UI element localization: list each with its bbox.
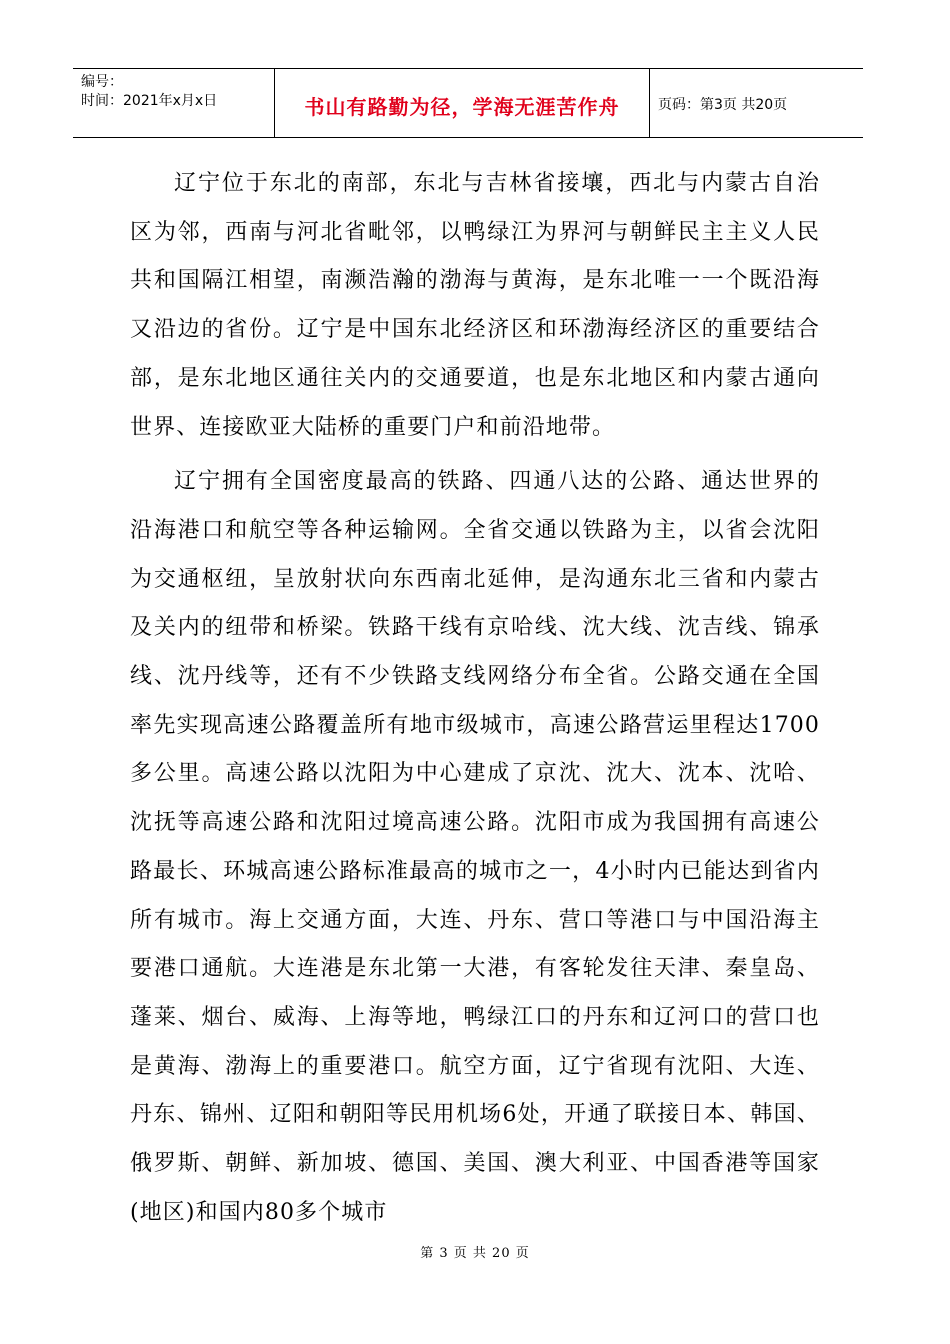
page-footer [0, 1242, 950, 1261]
paragraph: 辽宁位于东北的南部，东北与吉林省接壤，西北与内蒙古自治区为邻，西南与河北省毗邻，以鸭绿江为界河与朝鲜民主主义人民共和国隔江相望，南濒浩瀚的渤海与黄海，是东北唯一一个既沿海又沿边的省份。辽宁是中国东北经济区和环渤海经济区的重要结合部，是东北地区通往关内的交通要道，也是东北地区和内蒙古通向世界、连接欧亚大陆桥的重要门户和前沿地带。 [130, 171, 820, 440]
header-meta-cell [73, 69, 275, 137]
number-label: 编号： [81, 74, 123, 90]
page-header [73, 68, 863, 138]
body-text [130, 160, 820, 1243]
page-info: 页码：第3页 共20页 [658, 97, 788, 113]
footer-page-number: 第 3 页 共 20 页 [420, 1246, 530, 1261]
header-motto-cell [275, 69, 650, 137]
time-label: 时间：2021年x月x日 [81, 93, 218, 109]
paragraph: 辽宁拥有全国密度最高的铁路、四通八达的公路、通达世界的沿海港口和航空等各种运输网。全省交通以铁路为主，以省会沈阳为交通枢纽，呈放射状向东西南北延伸，是沟通东北三省和内蒙古及关内的纽带和桥梁。铁路干线有京哈线、沈大线、沈吉线、锦承线、沈丹线等，还有不少铁路支线网络分布全省。公路交通在全国率先实现高速公路覆盖所有地市级城市，高速公路营运里程达1700多公里。高速公路以沈阳为中心建成了京沈、沈大、沈本、沈哈、沈抚等高速公路和沈阳过境高速公路。沈阳市成为我国拥有高速公路最长、环城高速公路标准最高的城市之一，4小时内已能达到省内所有城市。海上交通方面，大连、丹东、营口等港口与中国沿海主要港口通航。大连港是东北第一大港，有客轮发往天津、秦皇岛、蓬莱、烟台、威海、上海等地，鸭绿江口的丹东和辽河口的营口也是黄海、渤海上的重要港口。航空方面，辽宁省现有沈阳、大连、丹东、锦州、辽阳和朝阳等民用机场6处，开通了联接日本、韩国、俄罗斯、朝鲜、新加坡、德国、美国、澳大利亚、中国香港等国家(地区)和国内80多个城市 [130, 469, 820, 1225]
motto-text: 书山有路勤为径，学海无涯苦作舟 [304, 94, 620, 119]
header-page-cell [650, 69, 863, 137]
